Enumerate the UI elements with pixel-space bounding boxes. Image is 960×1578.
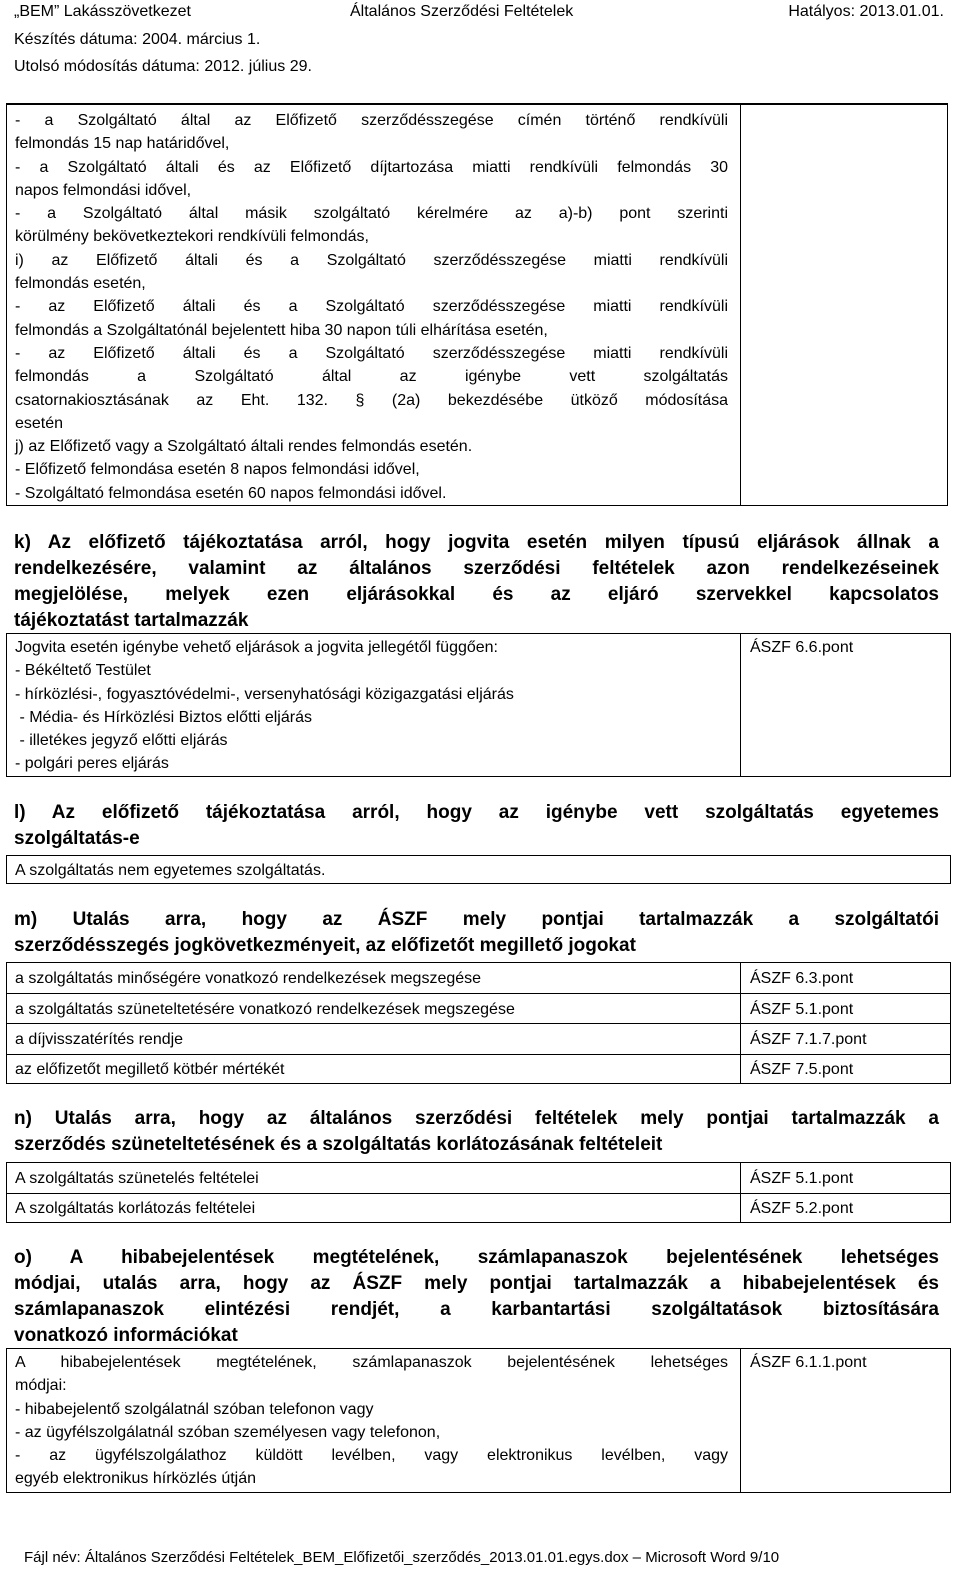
text-line: - Békéltető Testület [15,662,151,680]
text-line: - a Szolgáltató általi és az Előfizető díjtartozása miatti rendkívüli felmondás 30 [15,158,728,176]
row-reference: ÁSZF 5.1.pont [750,1001,854,1018]
table-divider [740,1349,741,1492]
section-l-text: A szolgáltatás nem egyetemes szolgáltatás. [15,862,326,879]
text-line: felmondás esetén, [15,275,146,293]
text-line: felmondás a Szolgáltató által az igénybe vett szolgáltatás [15,368,728,386]
table-divider [740,634,741,776]
section-n-table [6,1162,951,1223]
section-k-title [14,530,939,634]
row-text: A szolgáltatás korlátozás feltételei [15,1200,256,1217]
section-o-table [6,1348,951,1493]
section-l-table [6,855,951,884]
header-modified-date: Utolsó módosítás dátuma: 2012. július 29. [14,58,312,75]
text-line: - illetékes jegyző előtti eljárás [15,732,228,750]
page-footer: Fájl név: Általános Szerződési Feltételek_BEM_Előfizetői_szerződés_2013.01.01.egys.dox – Microsoft Word 9/10 [24,1549,780,1566]
section-k-reference: ÁSZF 6.6.pont [750,639,854,656]
section-k-table [6,633,951,777]
text-line: - a Szolgáltató által másik szolgáltató kérelmére az a)-b) pont szerinti [15,205,728,223]
termination-text [15,109,728,505]
title-line: rendelkezésére, valamint az általános szerződési feltételek azon rendelkezéseinek [14,558,939,579]
title-line: l) Az előfizető tájékoztatása arról, hogy az igénybe vett szolgáltatás egyetemes [14,802,939,823]
table-row [7,1163,950,1194]
table-row [7,1024,950,1055]
title-line: módjai, utalás arra, hogy az ÁSZF mely pontjai tartalmazzák a hibabejelentések és [14,1273,939,1294]
text-line: i) az Előfizető általi és a Szolgáltató szerződésszegése miatti rendkívüli [15,251,728,269]
header-created-date: Készítés dátuma: 2004. március 1. [14,31,261,48]
text-line: - az Előfizető általi és a Szolgáltató szerződésszegése miatti rendkívüli [15,298,728,316]
row-text: a szolgáltatás szüneteltetésére vonatkozó rendelkezések megszegése [15,1001,515,1018]
header-doc-title: Általános Szerződési Feltételek [350,3,574,20]
table-divider [740,105,741,505]
text-line: - az ügyfélszolgálatnál szóban személyesen vagy telefonon, [15,1423,441,1441]
section-o-reference: ÁSZF 6.1.1.pont [750,1354,867,1371]
title-line: vonatkozó információkat [14,1325,238,1346]
title-line: m) Utalás arra, hogy az ÁSZF mely pontjai tartalmazzák a szolgáltatói [14,909,939,930]
row-text: A szolgáltatás szünetelés feltételei [15,1170,259,1187]
table-row [7,1194,950,1223]
table-row [7,994,950,1024]
text-line: - hírközlési-, fogyasztóvédelmi-, versenyhatósági közigazgatási eljárás [15,685,514,703]
text-line: - polgári peres eljárás [15,755,169,773]
text-line: - Média- és Hírközlési Biztos előtti eljárás [15,708,312,726]
row-text: az előfizetőt megillető kötbér mértékét [15,1061,285,1078]
table-row [7,963,950,994]
header-effective-date: Hatályos: 2013.01.01. [788,3,944,20]
text-line: egyéb elektronikus hírközlés útján [15,1470,257,1488]
text-line: - hibabejelentő szolgálatnál szóban telefonon vagy [15,1400,374,1418]
title-line: számlapanaszok elintézési rendjét, a karbantartási szolgáltatások biztosítására [14,1299,939,1320]
row-reference: ÁSZF 6.3.pont [750,970,854,987]
title-line: megjelölése, melyek ezen eljárásokkal és az eljáró szervekkel kapcsolatos [14,584,939,605]
header-company: „BEM” Lakásszövetkezet [14,3,191,20]
row-reference: ÁSZF 7.5.pont [750,1061,854,1078]
text-line: A hibabejelentések megtételének, számlapanaszok bejelentésének lehetséges [15,1354,728,1371]
row-reference: ÁSZF 5.1.pont [750,1170,854,1187]
row-reference: ÁSZF 7.1.7.pont [750,1031,867,1048]
text-line: esetén [15,414,64,432]
section-o-methods [15,1351,728,1491]
text-line: - az Előfizető általi és a Szolgáltató szerződésszegése miatti rendkívüli [15,344,728,362]
text-line: Jogvita esetén igénybe vehető eljárások a jogvita jellegétől függően: [15,639,498,656]
text-line: j) az Előfizető vagy a Szolgáltató általi rendes felmondás esetén. [15,438,473,456]
row-text: a díjvisszatérítés rendje [15,1031,184,1048]
section-m-title [14,907,939,959]
title-line: szolgáltatás-e [14,828,140,849]
title-line: k) Az előfizető tájékoztatása arról, hogy jogvita esetén milyen típusú eljárások állnak a [14,532,939,553]
text-line: - Szolgáltató felmondása esetén 60 napos felmondási idővel. [15,484,447,502]
text-line: csatornakiosztásának az Eht. 132. § (2a) bekezdésébe ütköző módosítása [15,391,728,409]
title-line: szerződésszegés jogkövetkezményeit, az előfizetőt megillető jogokat [14,935,636,956]
section-k-procedures [15,636,514,776]
title-line: o) A hibabejelentések megtételének, számlapanaszok bejelentésének lehetséges [14,1247,939,1268]
section-n-title [14,1106,939,1158]
title-line: tájékoztatást tartalmazzák [14,610,249,631]
text-line: - Előfizető felmondása esetén 8 napos felmondási idővel, [15,461,420,479]
text-line: felmondás a Szolgáltatónál bejelentett hiba 30 napon túli elhárítása esetén, [15,321,548,339]
termination-table [6,103,948,506]
section-o-title [14,1245,939,1349]
section-m-table [6,962,951,1084]
row-text: a szolgáltatás minőségére vonatkozó rendelkezések megszegése [15,970,482,987]
title-line: szerződés szüneteltetésének és a szolgáltatás korlátozásának feltételeit [14,1134,663,1155]
text-line: - a Szolgáltató által az Előfizető szerződésszegése címén történő rendkívüli [15,112,728,129]
text-line: körülmény bekövetkeztekori rendkívüli felmondás, [15,228,369,246]
row-reference: ÁSZF 5.2.pont [750,1200,854,1217]
section-l-title [14,800,939,852]
text-line: módjai: [15,1377,67,1395]
title-line: n) Utalás arra, hogy az általános szerződési feltételek mely pontjai tartalmazzák a [14,1108,939,1129]
text-line: napos felmondási idővel, [15,181,192,199]
text-line: - az ügyfélszolgálathoz küldött levélben, vagy elektronikus levélben, vagy [15,1447,728,1465]
text-line: felmondás 15 nap határidővel, [15,135,230,153]
table-row [7,1055,950,1083]
